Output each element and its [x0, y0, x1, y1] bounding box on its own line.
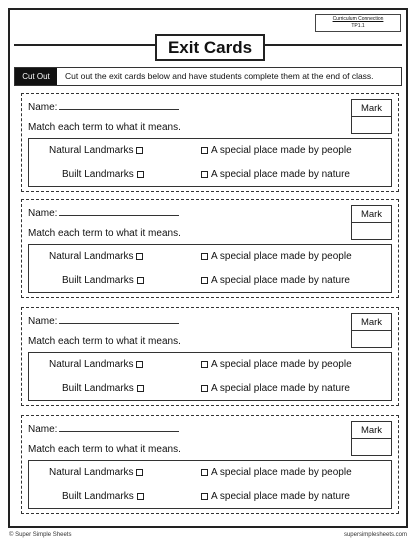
checkbox[interactable] [137, 277, 144, 284]
page-title: Exit Cards [155, 34, 265, 61]
matching-box [28, 138, 392, 187]
meaning-nature [198, 491, 350, 502]
curriculum-connection-box [315, 14, 401, 32]
name-field[interactable] [59, 423, 179, 432]
name-row [28, 101, 179, 113]
meaning-label: A special place made by people [211, 145, 352, 156]
checkbox[interactable] [201, 253, 208, 260]
name-label: Name: [28, 102, 58, 113]
mark-field[interactable] [352, 331, 391, 347]
meaning-nature [198, 169, 350, 180]
meaning-label: A special place made by nature [211, 383, 350, 394]
term-label: Natural Landmarks [49, 145, 134, 156]
cut-out-instruction: Cut out the exit cards below and have students complete them at the end of class. [65, 71, 374, 81]
mark-field[interactable] [352, 439, 391, 455]
term-natural [49, 251, 146, 262]
checkbox[interactable] [136, 253, 143, 260]
mark-box [351, 421, 392, 456]
term-natural [49, 467, 146, 478]
name-row [28, 207, 179, 219]
term-label: Built Landmarks [62, 275, 134, 286]
term-label: Natural Landmarks [49, 359, 134, 370]
name-field[interactable] [59, 315, 179, 324]
term-label: Built Landmarks [62, 383, 134, 394]
cut-out-bar [14, 67, 402, 86]
curriculum-connection-title: Curriculum Connection [332, 16, 384, 22]
checkbox[interactable] [201, 361, 208, 368]
meaning-nature [198, 383, 350, 394]
mark-field[interactable] [352, 117, 391, 133]
term-built [62, 383, 147, 394]
exit-card-4 [21, 415, 399, 514]
meaning-label: A special place made by nature [211, 491, 350, 502]
checkbox[interactable] [137, 493, 144, 500]
checkbox[interactable] [201, 385, 208, 392]
checkbox[interactable] [201, 469, 208, 476]
mark-box [351, 313, 392, 348]
curriculum-code: TP1.1 [351, 23, 365, 29]
name-field[interactable] [59, 207, 179, 216]
meaning-label: A special place made by nature [211, 169, 350, 180]
cut-out-label: Cut Out [15, 68, 57, 85]
term-label: Built Landmarks [62, 169, 134, 180]
term-natural [49, 359, 146, 370]
mark-box [351, 99, 392, 134]
card-instruction: Match each term to what it means. [28, 444, 181, 455]
meaning-label: A special place made by people [211, 251, 352, 262]
meaning-people [198, 467, 352, 478]
mark-label: Mark [352, 314, 391, 331]
footer-website: supersimplesheets.com [343, 532, 407, 538]
card-instruction: Match each term to what it means. [28, 228, 181, 239]
mark-label: Mark [352, 422, 391, 439]
term-built [62, 275, 147, 286]
checkbox[interactable] [201, 277, 208, 284]
name-field[interactable] [59, 101, 179, 110]
card-instruction: Match each term to what it means. [28, 336, 181, 347]
matching-box [28, 460, 392, 509]
meaning-label: A special place made by people [211, 467, 352, 478]
meaning-label: A special place made by nature [211, 275, 350, 286]
mark-label: Mark [352, 100, 391, 117]
matching-box [28, 352, 392, 401]
term-label: Natural Landmarks [49, 467, 134, 478]
name-label: Name: [28, 208, 58, 219]
checkbox[interactable] [201, 493, 208, 500]
meaning-people [198, 145, 352, 156]
name-row [28, 423, 179, 435]
exit-card-3 [21, 307, 399, 406]
meaning-label: A special place made by people [211, 359, 352, 370]
mark-field[interactable] [352, 223, 391, 239]
meaning-nature [198, 275, 350, 286]
checkbox[interactable] [137, 171, 144, 178]
term-label: Built Landmarks [62, 491, 134, 502]
term-natural [49, 145, 146, 156]
meaning-people [198, 251, 352, 262]
name-label: Name: [28, 316, 58, 327]
term-label: Natural Landmarks [49, 251, 134, 262]
checkbox[interactable] [136, 469, 143, 476]
exit-card-2 [21, 199, 399, 298]
meaning-people [198, 359, 352, 370]
footer-copyright: © Super Simple Sheets [9, 532, 72, 538]
checkbox[interactable] [136, 361, 143, 368]
checkbox[interactable] [201, 147, 208, 154]
name-label: Name: [28, 424, 58, 435]
term-built [62, 491, 147, 502]
checkbox[interactable] [201, 171, 208, 178]
checkbox[interactable] [137, 385, 144, 392]
matching-box [28, 244, 392, 293]
mark-box [351, 205, 392, 240]
exit-card-1 [21, 93, 399, 192]
mark-label: Mark [352, 206, 391, 223]
checkbox[interactable] [136, 147, 143, 154]
name-row [28, 315, 179, 327]
card-instruction: Match each term to what it means. [28, 122, 181, 133]
term-built [62, 169, 147, 180]
page-frame [8, 8, 408, 528]
